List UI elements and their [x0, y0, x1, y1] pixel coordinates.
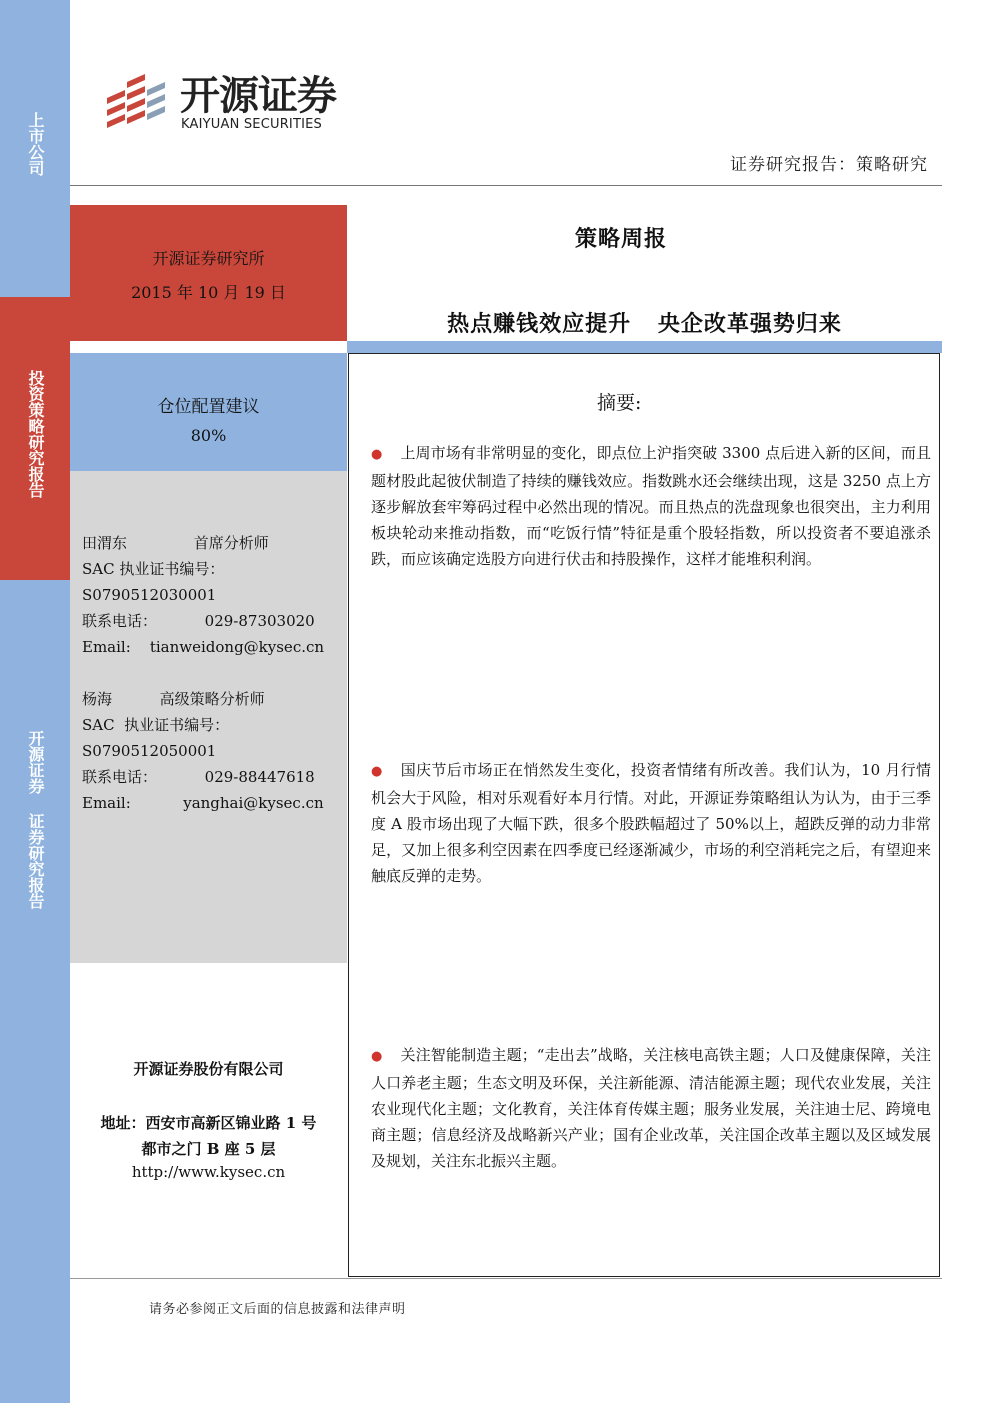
report-title: 策略周报: [574, 226, 667, 252]
abstract-heading: 摘要:: [597, 392, 642, 414]
kaiyuan-logo-icon: [105, 68, 170, 130]
analyst-1-email[interactable]: Email: tianweidong@kysec.cn: [82, 638, 325, 656]
abstract-bullet-3: [371, 1042, 931, 1174]
sidebar-label-kaiyuan-report: 开源证券 证券研究报告: [26, 730, 45, 909]
sidebar-label-listed-company: 上市公司: [26, 112, 45, 176]
footer-divider: [70, 1278, 942, 1279]
header-divider: [70, 185, 942, 186]
company-address-line-1: 地址：西安市高新区锦业路 1 号: [100, 1114, 317, 1132]
footer-disclaimer: 请务必参阅正文后面的信息披露和法律声明: [149, 1302, 406, 1317]
abstract-bullet-1: [371, 440, 931, 572]
institute-name: 开源证券研究所: [152, 249, 265, 268]
bullet-dot-icon: ●: [371, 1049, 383, 1064]
analyst-1-phone: 联系电话： 029-87303020: [82, 612, 315, 630]
abstract-bullet-3-text: 关注智能制造主题；“走出去”战略，关注核电高铁主题；人口及健康保障，关注人口养老主题；生态文明及环保，关注新能源、清洁能源主题；现代农业发展，关注农业现代化主题；文化教育，关注体育传媒主题；服务业发展，关注迪士尼、跨境电商主题；信息经济及战略新兴产业；国有企业改革，关注国企改革主题以及区域发展及规划，关注东北振兴主题。: [371, 1046, 932, 1170]
sidebar-label-strategy-report: 投资策略研究报告: [26, 370, 45, 498]
institute-panel: [70, 205, 347, 341]
company-address-line-2: 都市之门 B 座 5 层: [141, 1140, 276, 1158]
report-headline: 热点赚钱效应提升 央企改革强势归来: [447, 311, 842, 337]
analyst-2-phone: 联系电话： 029-88447618: [82, 768, 315, 786]
headline-bar: [347, 341, 942, 353]
report-date: 2015 年 10 月 19 日: [131, 283, 286, 302]
company-name: 开源证券股份有限公司: [133, 1060, 284, 1078]
bullet-dot-icon: ●: [371, 447, 383, 462]
logo-name-en: KAIYUAN SECURITIES: [181, 117, 322, 132]
allocation-label: 仓位配置建议: [157, 397, 260, 417]
sidebar-bottom-band: [0, 580, 70, 1403]
company-website-link[interactable]: http://www.kysec.cn: [131, 1163, 286, 1181]
analyst-1-name: 田渭东 首席分析师: [82, 534, 269, 552]
analyst-2-sac-label: SAC 执业证书编号：: [82, 716, 230, 734]
allocation-value: 80%: [190, 426, 227, 445]
analyst-2-name: 杨海 高级策略分析师: [82, 690, 265, 708]
bullet-dot-icon: ●: [371, 764, 383, 779]
abstract-bullet-1-text: 上周市场有非常明显的变化，即点位上沪指突破 3300 点后进入新的区间，而且题材股此起彼伏制造了持续的赚钱效应。指数跳水还会继续出现，这是 3250 点上方逐步解放套牢筹码过程中必然出现的情况。而且热点的洗盘现象也很突出，主力利用板块轮动来推动指数，而“吃饭行情”特征是重个股轻指数，所以投资者不要追涨杀跌，而应该确定选股方向进行伏击和持股操作，这样才能堆积利润。: [371, 444, 932, 568]
logo-name-cn: 开源证券: [180, 73, 336, 119]
analyst-2-email[interactable]: Email: yanghai@kysec.cn: [82, 794, 324, 812]
analyst-2-sac-number: S0790512050001: [82, 742, 217, 760]
report-type: 证券研究报告：策略研究: [730, 155, 928, 175]
abstract-bullet-2: [371, 757, 931, 889]
abstract-bullet-2-text: 国庆节后市场正在悄然发生变化，投资者情绪有所改善。我们认为，10 月行情机会大于风险，相对乐观看好本月行情。对此，开源证券策略组认为认为，由于三季度 A 股市场出现了大幅下跌，很多个股跌幅超过了 50%以上，超跌反弹的动力非常足，又加上很多利空因素在四季度已经逐渐减少，市场的利空消耗完之后，有望迎来触底反弹的走势。: [371, 761, 932, 885]
analyst-1-sac-number: S0790512030001: [82, 586, 217, 604]
analyst-1-sac-label: SAC 执业证书编号：: [82, 560, 225, 578]
